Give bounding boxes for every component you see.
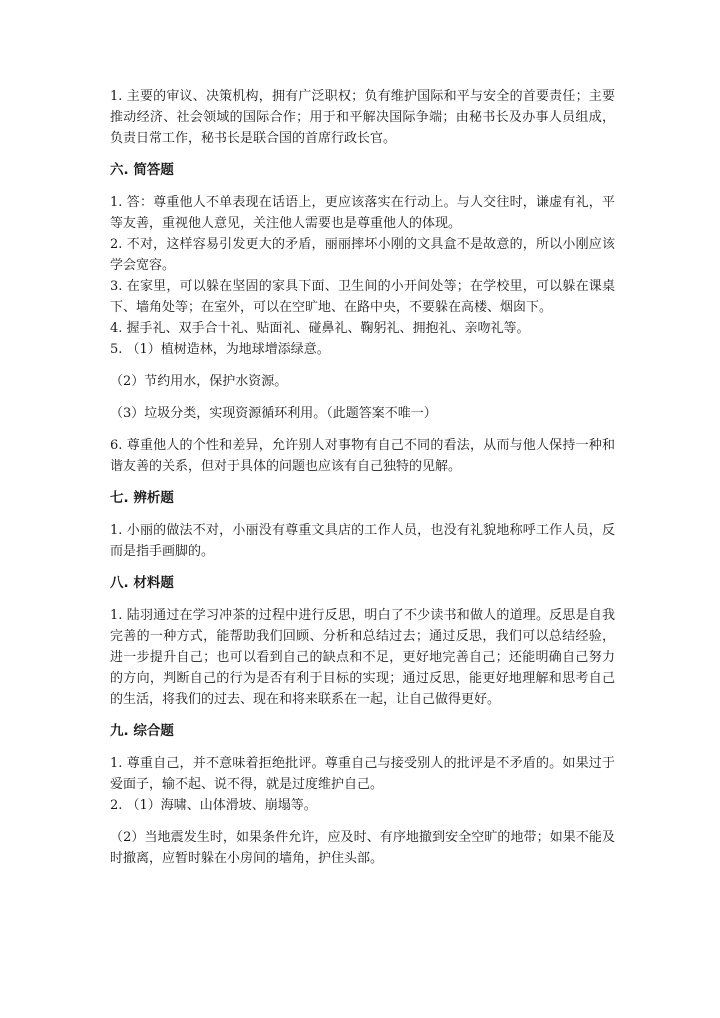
- document-body: [110, 86, 615, 869]
- section-heading-short-answer: 六. 简答题: [110, 162, 174, 178]
- comprehensive-answer-2: 2. （1）海啸、山体滑坡、崩塌等。: [110, 798, 317, 813]
- short-answer-5: 5. （1）植树造林，为地球增添绿意。: [110, 342, 330, 357]
- intro-answer-1: 1. 主要的审议、决策机构，拥有广泛职权；负有维护国际和平与安全的首要责任；主要推动经济、社会领域的国际合作；用于和平解决国际争端；由秘书长及办事人员组成，负责日常工作，秘书长是联合国的首席行政长官。: [110, 89, 615, 146]
- comprehensive-answer-2-part-2: （2）当地震发生时，如果条件允许，应及时、有序地撤到安全空旷的地带；如果不能及时撤离，应暂时躲在小房间的墙角，护住头部。: [110, 830, 615, 866]
- comprehensive-answer-1: 1. 尊重自己，并不意味着拒绝批评。尊重自己与接受别人的批评是不矛盾的。如果过于爱面子，输不起、说不得，就是过度维护自己。: [110, 756, 615, 792]
- short-answer-1: 1. 答：尊重他人不单表现在话语上，更应该落实在行动上。与人交往时，谦虚有礼，平等友善，重视他人意见，关注他人需要也是尊重他人的体现。: [110, 195, 615, 231]
- analysis-answer-1: 1. 小丽的做法不对，小丽没有尊重文具店的工作人员，也没有礼貌地称呼工作人员，反而是指手画脚的。: [110, 523, 615, 559]
- short-answer-5-part-3: （3）垃圾分类，实现资源循环利用。（此题答案不唯一）: [110, 406, 437, 421]
- short-answer-6: 6. 尊重他人的个性和差异，允许别人对事物有自己不同的看法，从而与他人保持一种和谐友善的关系，但对于具体的问题也应该有自己独特的见解。: [110, 438, 615, 474]
- section-heading-material: 八. 材料题: [110, 575, 174, 591]
- short-answer-2: 2. 不对，这样容易引发更大的矛盾，丽丽摔坏小刚的文具盒不是故意的，所以小刚应该学会宽容。: [110, 237, 615, 273]
- section-heading-analysis: 七. 辨析题: [110, 490, 174, 506]
- section-heading-comprehensive: 九. 综合题: [110, 723, 174, 739]
- material-answer-1: 1. 陆羽通过在学习冲茶的过程中进行反思，明白了不少读书和做人的道理。反思是自我完善的一种方式，能帮助我们回顾、分析和总结过去；通过反思，我们可以总结经验，进一步提升自己；也可以看到自己的缺点和不足，更好地完善自己；还能明确自己努力的方向，判断自己的行为是否有利于目标的实现；通过反思，能更好地理解和思考自己的生活，将我们的过去、现在和将来联系在一起，让自己做得更好。: [110, 608, 615, 707]
- short-answer-4: 4. 握手礼、双手合十礼、贴面礼、碰鼻礼、鞠躬礼、拥抱礼、亲吻礼等。: [110, 321, 530, 336]
- short-answer-5-part-2: （2）节约用水，保护水资源。: [110, 374, 288, 389]
- short-answer-3: 3. 在家里，可以躲在坚固的家具下面、卫生间的小开间处等；在学校里，可以躲在课桌下、墙角处等；在室外，可以在空旷地、在路中央，不要躲在高楼、烟囱下。: [110, 279, 615, 315]
